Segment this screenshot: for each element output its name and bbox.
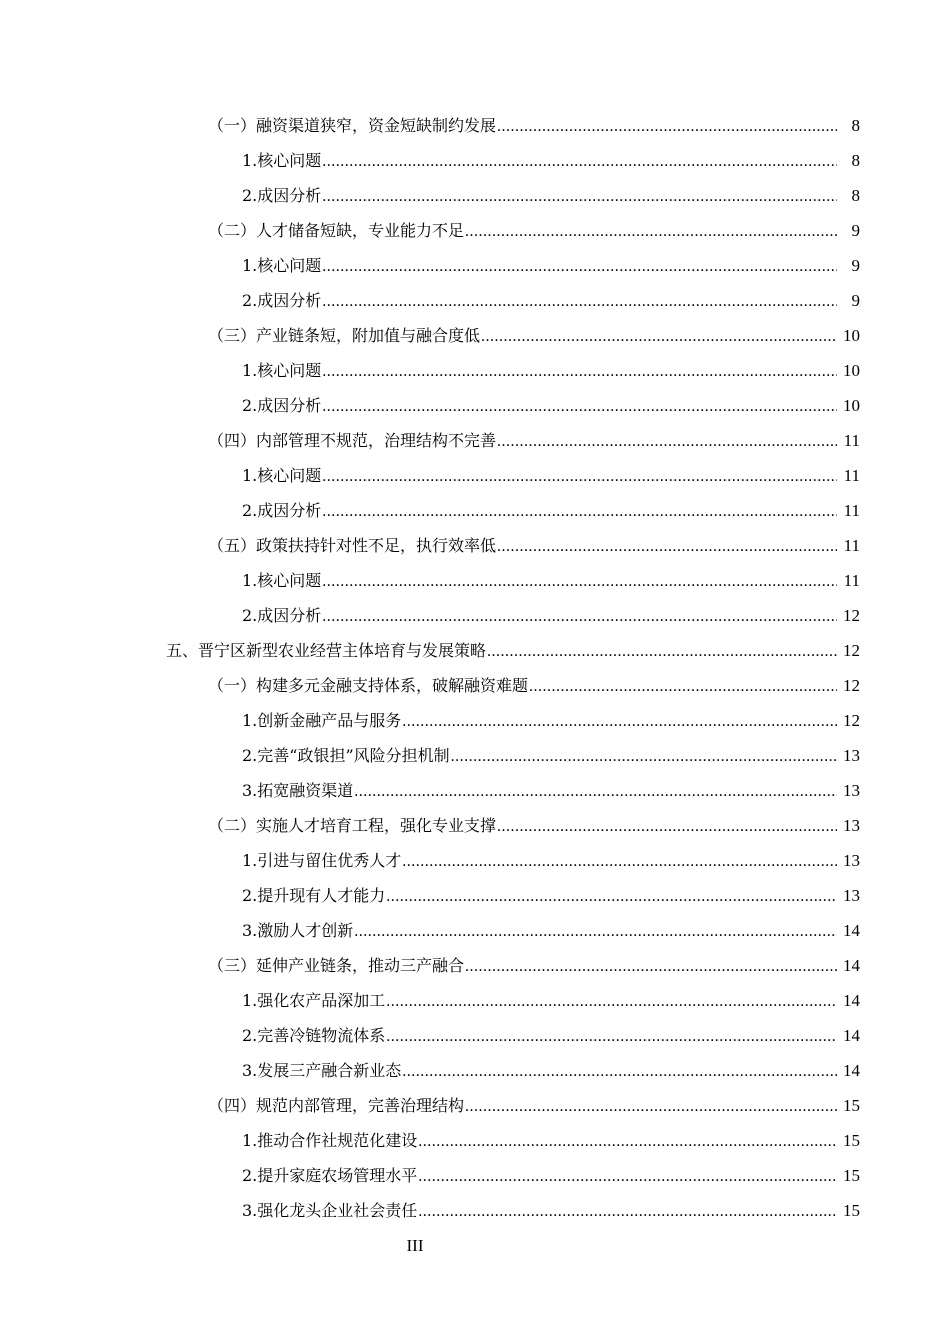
toc-entry[interactable] <box>0 1158 950 1193</box>
toc-entry-title: 2.成因分析 <box>242 606 322 625</box>
toc-entry-page: 13 <box>843 781 860 800</box>
toc-entry-title: （一）构建多元金融支持体系，破解融资难题 <box>208 676 529 695</box>
toc-entry-page: 13 <box>843 816 860 835</box>
toc-entry-title: 2.完善“政银担”风险分担机制 <box>242 746 450 765</box>
toc-dot-leader <box>322 144 837 178</box>
toc-entry-title: 2.提升现有人才能力 <box>242 886 386 905</box>
toc-entry-page: 11 <box>843 431 860 450</box>
toc-dot-leader <box>402 704 837 738</box>
toc-entry[interactable] <box>0 913 950 948</box>
toc-entry-title: 1.核心问题 <box>242 571 322 590</box>
toc-entry-page: 15 <box>843 1166 860 1185</box>
toc-entry[interactable] <box>0 423 950 458</box>
table-of-contents <box>0 108 950 1228</box>
toc-entry-page: 11 <box>843 571 860 590</box>
toc-entry-title: 3.强化龙头企业社会责任 <box>242 1201 418 1220</box>
toc-dot-leader <box>322 354 837 388</box>
toc-entry-title: 2.提升家庭农场管理水平 <box>242 1166 418 1185</box>
toc-dot-leader <box>465 949 837 983</box>
toc-dot-leader <box>418 1194 837 1228</box>
toc-entry-title: 1.引进与留住优秀人才 <box>242 851 402 870</box>
toc-entry-title: 2.成因分析 <box>242 291 322 310</box>
toc-entry[interactable] <box>0 878 950 913</box>
toc-entry-page: 14 <box>843 991 860 1010</box>
toc-entry-title: 3.激励人才创新 <box>242 921 354 940</box>
toc-dot-leader <box>418 1159 837 1193</box>
toc-entry-page: 9 <box>851 291 860 310</box>
toc-entry-page: 15 <box>843 1096 860 1115</box>
toc-entry-title: 1.核心问题 <box>242 151 322 170</box>
toc-entry[interactable] <box>0 143 950 178</box>
toc-dot-leader <box>322 599 837 633</box>
page-number: III <box>406 1236 424 1255</box>
toc-entry-page: 11 <box>843 466 860 485</box>
toc-entry-title: 1.推动合作社规范化建设 <box>242 1131 418 1150</box>
toc-entry-page: 10 <box>843 361 860 380</box>
toc-entry-page: 14 <box>843 1061 860 1080</box>
toc-entry[interactable] <box>0 528 950 563</box>
toc-entry-page: 11 <box>843 536 860 555</box>
toc-entry-title: 1.创新金融产品与服务 <box>242 711 402 730</box>
toc-dot-leader <box>402 1054 837 1088</box>
toc-entry-page: 10 <box>843 396 860 415</box>
toc-dot-leader <box>322 179 837 213</box>
toc-dot-leader <box>386 984 837 1018</box>
toc-entry-page: 14 <box>843 956 860 975</box>
toc-entry[interactable] <box>0 213 950 248</box>
toc-entry-page: 12 <box>843 711 860 730</box>
toc-entry-title: 2.成因分析 <box>242 501 322 520</box>
toc-entry-title: （五）政策扶持针对性不足，执行效率低 <box>208 536 497 555</box>
toc-entry-title: （二）实施人才培育工程，强化专业支撑 <box>208 816 497 835</box>
toc-entry[interactable] <box>0 703 950 738</box>
toc-entry-page: 13 <box>843 886 860 905</box>
toc-entry[interactable] <box>0 283 950 318</box>
toc-entry-page: 15 <box>843 1131 860 1150</box>
toc-dot-leader <box>529 669 837 703</box>
toc-entry-page: 11 <box>843 501 860 520</box>
toc-entry-title: 五、晋宁区新型农业经营主体培育与发展策略 <box>166 641 487 660</box>
toc-dot-leader <box>418 1124 837 1158</box>
toc-entry-page: 8 <box>851 116 860 135</box>
toc-entry-page: 9 <box>851 221 860 240</box>
toc-entry-title: 2.完善冷链物流体系 <box>242 1026 386 1045</box>
toc-entry-title: 1.核心问题 <box>242 361 322 380</box>
toc-dot-leader <box>386 1019 837 1053</box>
toc-entry[interactable] <box>0 668 950 703</box>
toc-entry[interactable] <box>0 493 950 528</box>
toc-dot-leader <box>322 249 837 283</box>
toc-entry-title: （一）融资渠道狭窄，资金短缺制约发展 <box>208 116 497 135</box>
toc-entry-page: 15 <box>843 1201 860 1220</box>
toc-entry-title: 1.核心问题 <box>242 256 322 275</box>
toc-entry-page: 12 <box>843 606 860 625</box>
toc-dot-leader <box>354 774 837 808</box>
toc-entry-title: （三）产业链条短，附加值与融合度低 <box>208 326 481 345</box>
toc-entry[interactable] <box>0 108 950 143</box>
toc-entry-page: 12 <box>843 641 860 660</box>
toc-entry[interactable] <box>0 248 950 283</box>
toc-entry[interactable] <box>0 738 950 773</box>
toc-entry-page: 13 <box>843 746 860 765</box>
toc-dot-leader <box>386 879 837 913</box>
toc-entry[interactable] <box>0 808 950 843</box>
toc-dot-leader <box>354 914 837 948</box>
toc-entry[interactable] <box>0 948 950 983</box>
toc-entry-title: 2.成因分析 <box>242 396 322 415</box>
toc-entry-page: 12 <box>843 676 860 695</box>
toc-entry-page: 8 <box>851 151 860 170</box>
toc-entry-title: （二）人才储备短缺，专业能力不足 <box>208 221 465 240</box>
toc-entry-page: 10 <box>843 326 860 345</box>
toc-entry-title: 1.强化农产品深加工 <box>242 991 386 1010</box>
toc-entry[interactable] <box>0 1018 950 1053</box>
toc-entry-title: （三）延伸产业链条，推动三产融合 <box>208 956 465 975</box>
toc-entry[interactable] <box>0 598 950 633</box>
toc-dot-leader <box>497 529 837 563</box>
toc-entry[interactable] <box>0 318 950 353</box>
toc-entry[interactable] <box>0 458 950 493</box>
toc-entry-title: 3.拓宽融资渠道 <box>242 781 354 800</box>
toc-dot-leader <box>451 739 837 773</box>
toc-dot-leader <box>497 109 837 143</box>
toc-dot-leader <box>465 1089 837 1123</box>
toc-dot-leader <box>465 214 837 248</box>
toc-dot-leader <box>322 564 837 598</box>
toc-entry[interactable] <box>0 388 950 423</box>
toc-entry-page: 9 <box>851 256 860 275</box>
toc-entry-page: 8 <box>851 186 860 205</box>
toc-entry[interactable] <box>0 633 950 668</box>
toc-entry[interactable] <box>0 1088 950 1123</box>
toc-dot-leader <box>497 424 837 458</box>
toc-entry[interactable] <box>0 1193 950 1228</box>
toc-dot-leader <box>402 844 837 878</box>
toc-entry-page: 13 <box>843 851 860 870</box>
toc-entry-page: 14 <box>843 1026 860 1045</box>
toc-dot-leader <box>322 389 837 423</box>
toc-dot-leader <box>322 459 837 493</box>
toc-entry[interactable] <box>0 1053 950 1088</box>
toc-entry[interactable] <box>0 773 950 808</box>
toc-entry[interactable] <box>0 983 950 1018</box>
toc-dot-leader <box>481 319 837 353</box>
toc-entry[interactable] <box>0 178 950 213</box>
toc-entry-title: 1.核心问题 <box>242 466 322 485</box>
toc-entry-title: 2.成因分析 <box>242 186 322 205</box>
toc-entry-title: （四）内部管理不规范，治理结构不完善 <box>208 431 497 450</box>
toc-entry-title: 3.发展三产融合新业态 <box>242 1061 402 1080</box>
toc-entry[interactable] <box>0 843 950 878</box>
toc-dot-leader <box>487 634 837 668</box>
toc-dot-leader <box>497 809 837 843</box>
toc-dot-leader <box>322 284 837 318</box>
toc-entry-title: （四）规范内部管理，完善治理结构 <box>208 1096 465 1115</box>
toc-entry[interactable] <box>0 353 950 388</box>
toc-entry[interactable] <box>0 1123 950 1158</box>
toc-dot-leader <box>322 494 837 528</box>
toc-entry[interactable] <box>0 563 950 598</box>
toc-entry-page: 14 <box>843 921 860 940</box>
